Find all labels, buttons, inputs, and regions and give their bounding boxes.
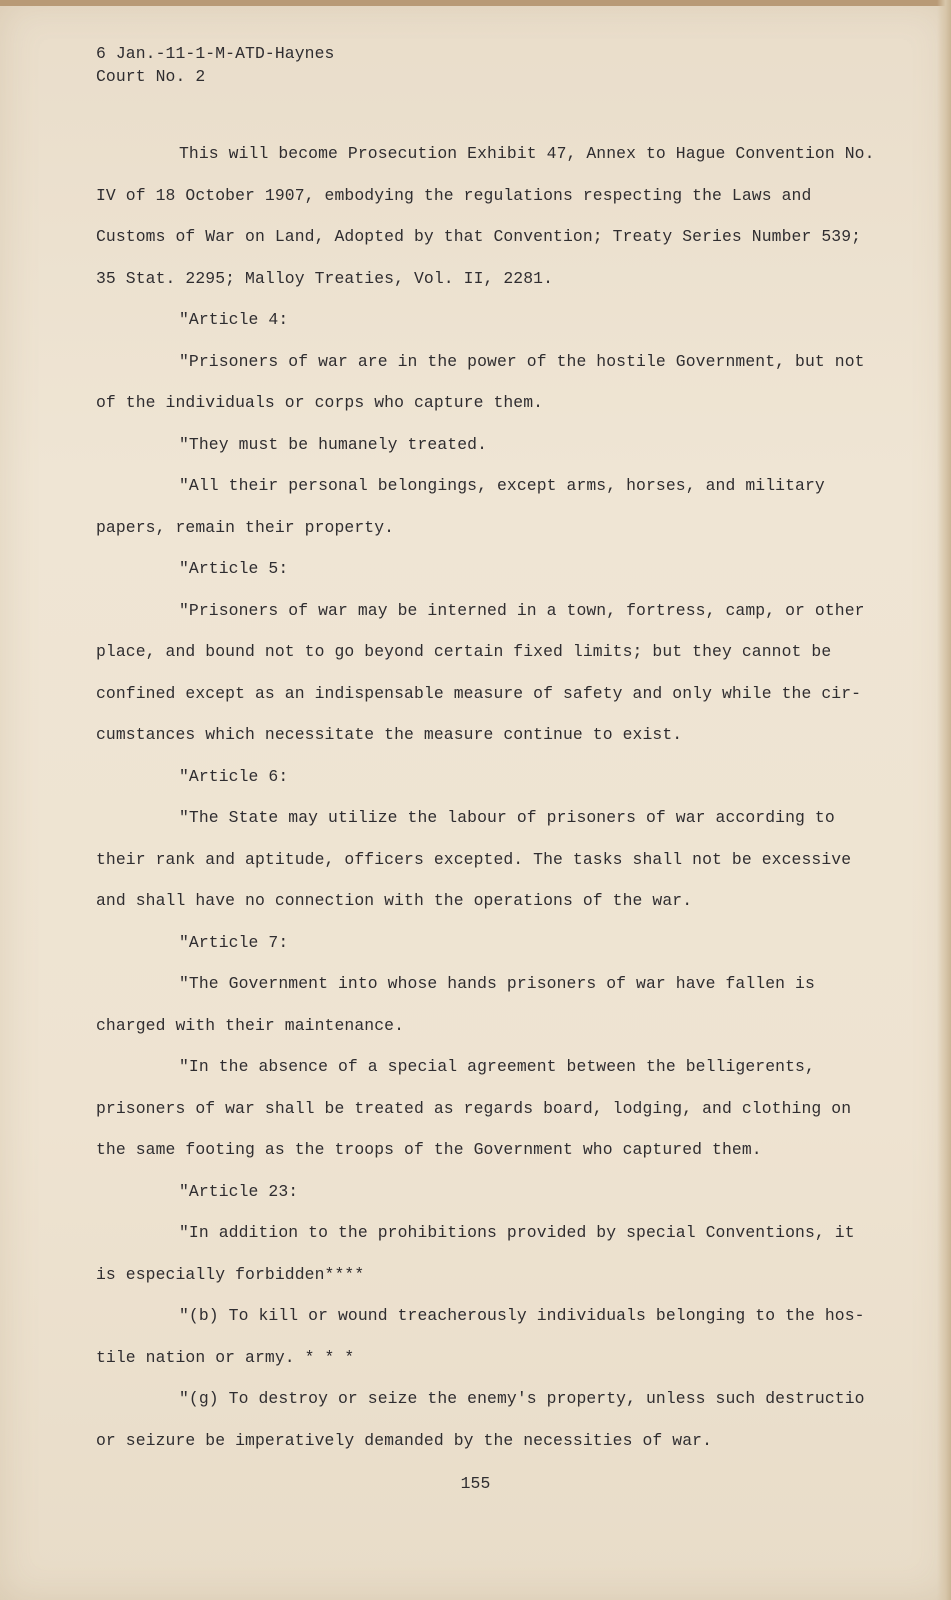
text-line: papers, remain their property. (96, 517, 395, 537)
text-line: "Article 6: (179, 766, 289, 786)
text-line: "Prisoners of war are in the power of the hostile Government, but not (179, 351, 865, 371)
text-line: or seizure be imperatively demanded by the necessities of war. (96, 1430, 713, 1450)
text-line: cumstances which necessitate the measure continue to exist. (96, 725, 683, 744)
text-line: "The State may utilize the labour of prisoners of war according to (179, 808, 835, 827)
text-line: confined except as an indispensable measure of safety and only while the cir- (96, 683, 862, 703)
text-line: "Article 4: (179, 310, 289, 329)
text-line: IV of 18 October 1907, embodying the regulations respecting the Laws and (96, 185, 812, 205)
text-line: is especially forbidden**** (96, 1264, 365, 1284)
text-line: prisoners of war shall be treated as regards board, lodging, and clothing on (96, 1098, 852, 1118)
text-line: "(g) To destroy or seize the enemy's property, unless such destructio (179, 1389, 865, 1408)
text-line: and shall have no connection with the operations of the war. (96, 891, 693, 910)
text-line: charged with their maintenance. (96, 1015, 405, 1035)
text-line: "All their personal belongings, except arms, horses, and military (179, 476, 825, 495)
document-body (96, 142, 896, 1470)
text-line: "In addition to the prohibitions provided by special Conventions, it (179, 1223, 855, 1242)
text-line: "They must be humanely treated. (179, 434, 488, 454)
header-court-line: Court No. 2 (96, 67, 206, 86)
text-line: "Article 5: (179, 559, 289, 578)
text-line: the same footing as the troops of the Government who captured them. (96, 1140, 762, 1159)
text-line: "In the absence of a special agreement between the belligerents, (179, 1057, 815, 1076)
text-line: of the individuals or corps who capture them. (96, 393, 544, 412)
text-line: place, and bound not to go beyond certain fixed limits; but they cannot be (96, 642, 832, 661)
text-line: "Article 23: (179, 1181, 299, 1201)
text-line: their rank and aptitude, officers excepted. The tasks shall not be excessive (96, 849, 852, 869)
text-line: "Prisoners of war may be interned in a town, fortress, camp, or other (179, 600, 865, 620)
text-line: This will become Prosecution Exhibit 47, Annex to Hague Convention No. (179, 144, 875, 163)
text-line: "Article 7: (179, 932, 289, 952)
document-header (96, 42, 334, 88)
text-line: "The Government into whose hands prisoners of war have fallen is (179, 974, 815, 993)
text-line: 35 Stat. 2295; Malloy Treaties, Vol. II, 2281. (96, 268, 554, 288)
text-line: tile nation or army. * * * (96, 1347, 355, 1367)
text-line: Customs of War on Land, Adopted by that Convention; Treaty Series Number 539; (96, 227, 862, 246)
text-line: "(b) To kill or wound treacherously individuals belonging to the hos- (179, 1306, 865, 1325)
page-number: 155 (460, 1474, 491, 1493)
header-reference-line: 6 Jan.-11-1-M-ATD-Haynes (96, 44, 335, 63)
